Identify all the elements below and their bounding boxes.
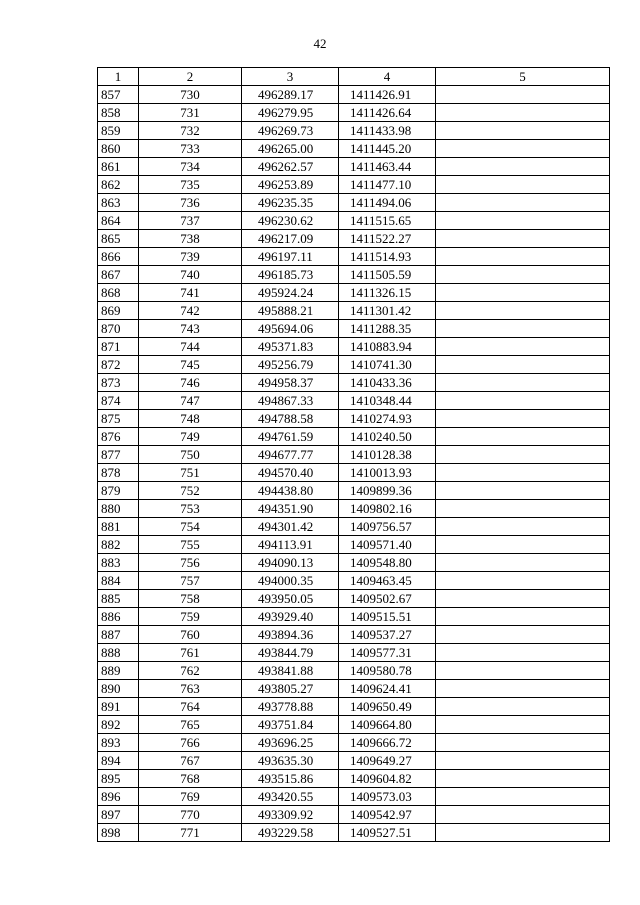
table-row	[98, 158, 610, 176]
cell-coordinate-x: 494113.91	[242, 536, 339, 554]
table-row	[98, 662, 610, 680]
cell-coordinate-x: 494351.90	[242, 500, 339, 518]
cell-point-number: 879	[98, 482, 139, 500]
cell-note	[436, 770, 610, 788]
table-header	[98, 68, 610, 86]
cell-note	[436, 806, 610, 824]
cell-coordinate-y: 1409542.97	[339, 806, 436, 824]
cell-point-number: 884	[98, 572, 139, 590]
cell-coordinate-x: 494301.42	[242, 518, 339, 536]
table-row	[98, 230, 610, 248]
cell-vertex-number: 771	[139, 824, 242, 842]
cell-vertex-number: 765	[139, 716, 242, 734]
cell-coordinate-x: 493635.30	[242, 752, 339, 770]
cell-vertex-number: 731	[139, 104, 242, 122]
cell-coordinate-x: 496253.89	[242, 176, 339, 194]
table-row	[98, 338, 610, 356]
cell-point-number: 876	[98, 428, 139, 446]
cell-vertex-number: 757	[139, 572, 242, 590]
cell-point-number: 886	[98, 608, 139, 626]
table-row	[98, 554, 610, 572]
cell-coordinate-x: 496262.57	[242, 158, 339, 176]
cell-coordinate-y: 1411505.59	[339, 266, 436, 284]
cell-note	[436, 158, 610, 176]
cell-point-number: 873	[98, 374, 139, 392]
cell-vertex-number: 754	[139, 518, 242, 536]
cell-note	[436, 482, 610, 500]
table-row	[98, 86, 610, 104]
cell-point-number: 865	[98, 230, 139, 248]
table-row	[98, 824, 610, 842]
cell-vertex-number: 733	[139, 140, 242, 158]
cell-coordinate-x: 494438.80	[242, 482, 339, 500]
cell-coordinate-y: 1411522.27	[339, 230, 436, 248]
cell-coordinate-y: 1410128.38	[339, 446, 436, 464]
cell-point-number: 869	[98, 302, 139, 320]
cell-vertex-number: 744	[139, 338, 242, 356]
cell-coordinate-x: 496197.11	[242, 248, 339, 266]
cell-coordinate-x: 493894.36	[242, 626, 339, 644]
table-row	[98, 482, 610, 500]
cell-note	[436, 536, 610, 554]
cell-coordinate-y: 1409650.49	[339, 698, 436, 716]
cell-vertex-number: 741	[139, 284, 242, 302]
table-row	[98, 752, 610, 770]
cell-note	[436, 338, 610, 356]
table-row	[98, 410, 610, 428]
cell-note	[436, 662, 610, 680]
column-header-5: 5	[436, 68, 610, 86]
cell-note	[436, 374, 610, 392]
cell-vertex-number: 751	[139, 464, 242, 482]
cell-coordinate-x: 494761.59	[242, 428, 339, 446]
cell-vertex-number: 739	[139, 248, 242, 266]
cell-note	[436, 824, 610, 842]
cell-note	[436, 302, 610, 320]
cell-note	[436, 320, 610, 338]
cell-coordinate-y: 1409624.41	[339, 680, 436, 698]
table-row	[98, 770, 610, 788]
cell-coordinate-y: 1409515.51	[339, 608, 436, 626]
cell-coordinate-x: 496230.62	[242, 212, 339, 230]
cell-coordinate-y: 1410883.94	[339, 338, 436, 356]
cell-coordinate-x: 496269.73	[242, 122, 339, 140]
cell-note	[436, 500, 610, 518]
cell-vertex-number: 746	[139, 374, 242, 392]
cell-vertex-number: 743	[139, 320, 242, 338]
table-row	[98, 266, 610, 284]
cell-coordinate-y: 1409548.80	[339, 554, 436, 572]
cell-vertex-number: 750	[139, 446, 242, 464]
table-row	[98, 392, 610, 410]
cell-vertex-number: 755	[139, 536, 242, 554]
cell-coordinate-y: 1411426.91	[339, 86, 436, 104]
cell-point-number: 896	[98, 788, 139, 806]
table-row	[98, 680, 610, 698]
cell-point-number: 870	[98, 320, 139, 338]
table-row	[98, 500, 610, 518]
cell-vertex-number: 756	[139, 554, 242, 572]
cell-point-number: 892	[98, 716, 139, 734]
cell-coordinate-x: 493929.40	[242, 608, 339, 626]
column-header-4: 4	[339, 68, 436, 86]
cell-coordinate-y: 1409664.80	[339, 716, 436, 734]
cell-note	[436, 392, 610, 410]
table-row	[98, 428, 610, 446]
cell-note	[436, 356, 610, 374]
cell-coordinate-x: 493778.88	[242, 698, 339, 716]
cell-vertex-number: 748	[139, 410, 242, 428]
cell-point-number: 859	[98, 122, 139, 140]
table-row	[98, 572, 610, 590]
table-row	[98, 734, 610, 752]
table-row	[98, 536, 610, 554]
table-row	[98, 302, 610, 320]
cell-coordinate-x: 493844.79	[242, 644, 339, 662]
cell-coordinate-y: 1411288.35	[339, 320, 436, 338]
cell-point-number: 882	[98, 536, 139, 554]
table-row	[98, 374, 610, 392]
cell-coordinate-x: 496235.35	[242, 194, 339, 212]
cell-coordinate-y: 1409537.27	[339, 626, 436, 644]
cell-vertex-number: 760	[139, 626, 242, 644]
cell-coordinate-y: 1409573.03	[339, 788, 436, 806]
cell-point-number: 866	[98, 248, 139, 266]
cell-vertex-number: 770	[139, 806, 242, 824]
cell-note	[436, 608, 610, 626]
cell-vertex-number: 740	[139, 266, 242, 284]
cell-coordinate-y: 1411301.42	[339, 302, 436, 320]
cell-coordinate-x: 493696.25	[242, 734, 339, 752]
cell-note	[436, 626, 610, 644]
cell-vertex-number: 730	[139, 86, 242, 104]
cell-vertex-number: 737	[139, 212, 242, 230]
cell-coordinate-y: 1410274.93	[339, 410, 436, 428]
cell-coordinate-x: 493420.55	[242, 788, 339, 806]
cell-note	[436, 140, 610, 158]
cell-coordinate-x: 494000.35	[242, 572, 339, 590]
cell-note	[436, 734, 610, 752]
table-row	[98, 122, 610, 140]
cell-point-number: 877	[98, 446, 139, 464]
cell-coordinate-x: 496265.00	[242, 140, 339, 158]
cell-vertex-number: 764	[139, 698, 242, 716]
cell-vertex-number: 762	[139, 662, 242, 680]
cell-coordinate-x: 496217.09	[242, 230, 339, 248]
cell-note	[436, 194, 610, 212]
cell-coordinate-x: 496185.73	[242, 266, 339, 284]
cell-vertex-number: 742	[139, 302, 242, 320]
cell-vertex-number: 732	[139, 122, 242, 140]
cell-note	[436, 590, 610, 608]
cell-coordinate-x: 494867.33	[242, 392, 339, 410]
cell-coordinate-y: 1409802.16	[339, 500, 436, 518]
cell-coordinate-x: 493309.92	[242, 806, 339, 824]
cell-coordinate-y: 1409580.78	[339, 662, 436, 680]
cell-coordinate-y: 1410348.44	[339, 392, 436, 410]
cell-vertex-number: 767	[139, 752, 242, 770]
cell-point-number: 863	[98, 194, 139, 212]
cell-vertex-number: 769	[139, 788, 242, 806]
cell-coordinate-x: 493805.27	[242, 680, 339, 698]
cell-coordinate-y: 1411426.64	[339, 104, 436, 122]
cell-note	[436, 428, 610, 446]
table-row	[98, 194, 610, 212]
table-row	[98, 608, 610, 626]
cell-point-number: 885	[98, 590, 139, 608]
cell-coordinate-x: 494677.77	[242, 446, 339, 464]
cell-note	[436, 698, 610, 716]
table-row	[98, 104, 610, 122]
cell-note	[436, 446, 610, 464]
table-row	[98, 644, 610, 662]
column-header-2: 2	[139, 68, 242, 86]
table-row	[98, 626, 610, 644]
cell-point-number: 889	[98, 662, 139, 680]
cell-coordinate-x: 494788.58	[242, 410, 339, 428]
cell-coordinate-x: 494090.13	[242, 554, 339, 572]
cell-coordinate-y: 1409502.67	[339, 590, 436, 608]
cell-point-number: 857	[98, 86, 139, 104]
column-header-1: 1	[98, 68, 139, 86]
cell-point-number: 881	[98, 518, 139, 536]
cell-point-number: 898	[98, 824, 139, 842]
cell-point-number: 867	[98, 266, 139, 284]
header-row	[98, 68, 610, 86]
cell-vertex-number: 734	[139, 158, 242, 176]
table-body	[98, 86, 610, 842]
page-number: 42	[313, 36, 327, 51]
cell-point-number: 890	[98, 680, 139, 698]
cell-point-number: 893	[98, 734, 139, 752]
cell-vertex-number: 735	[139, 176, 242, 194]
cell-coordinate-y: 1411477.10	[339, 176, 436, 194]
cell-point-number: 888	[98, 644, 139, 662]
cell-note	[436, 572, 610, 590]
cell-coordinate-x: 496289.17	[242, 86, 339, 104]
cell-coordinate-y: 1411433.98	[339, 122, 436, 140]
cell-point-number: 868	[98, 284, 139, 302]
cell-point-number: 887	[98, 626, 139, 644]
table-row	[98, 716, 610, 734]
cell-note	[436, 212, 610, 230]
cell-coordinate-y: 1409604.82	[339, 770, 436, 788]
cell-note	[436, 464, 610, 482]
cell-coordinate-x: 495694.06	[242, 320, 339, 338]
cell-note	[436, 284, 610, 302]
cell-point-number: 864	[98, 212, 139, 230]
cell-point-number: 860	[98, 140, 139, 158]
cell-point-number: 862	[98, 176, 139, 194]
cell-note	[436, 788, 610, 806]
cell-vertex-number: 763	[139, 680, 242, 698]
table-row	[98, 176, 610, 194]
cell-point-number: 878	[98, 464, 139, 482]
table-row	[98, 464, 610, 482]
cell-coordinate-y: 1409666.72	[339, 734, 436, 752]
cell-coordinate-x: 493841.88	[242, 662, 339, 680]
cell-coordinate-y: 1409899.36	[339, 482, 436, 500]
cell-note	[436, 554, 610, 572]
column-header-3: 3	[242, 68, 339, 86]
cell-note	[436, 176, 610, 194]
cell-coordinate-x: 494570.40	[242, 464, 339, 482]
cell-vertex-number: 759	[139, 608, 242, 626]
cell-point-number: 875	[98, 410, 139, 428]
cell-point-number: 858	[98, 104, 139, 122]
cell-coordinate-x: 493229.58	[242, 824, 339, 842]
cell-point-number: 883	[98, 554, 139, 572]
cell-coordinate-y: 1409527.51	[339, 824, 436, 842]
cell-vertex-number: 761	[139, 644, 242, 662]
cell-coordinate-y: 1409649.27	[339, 752, 436, 770]
cell-point-number: 861	[98, 158, 139, 176]
cell-coordinate-x: 493751.84	[242, 716, 339, 734]
cell-point-number: 891	[98, 698, 139, 716]
cell-coordinate-y: 1410433.36	[339, 374, 436, 392]
cell-point-number: 872	[98, 356, 139, 374]
cell-coordinate-y: 1411463.44	[339, 158, 436, 176]
cell-coordinate-x: 496279.95	[242, 104, 339, 122]
table-row	[98, 806, 610, 824]
cell-coordinate-x: 495371.83	[242, 338, 339, 356]
cell-coordinate-y: 1409756.57	[339, 518, 436, 536]
cell-coordinate-x: 495888.21	[242, 302, 339, 320]
cell-point-number: 894	[98, 752, 139, 770]
cell-vertex-number: 752	[139, 482, 242, 500]
cell-vertex-number: 758	[139, 590, 242, 608]
cell-coordinate-x: 495924.24	[242, 284, 339, 302]
table-row	[98, 590, 610, 608]
table-row	[98, 212, 610, 230]
cell-note	[436, 248, 610, 266]
cell-note	[436, 266, 610, 284]
table-row	[98, 320, 610, 338]
table-row	[98, 356, 610, 374]
cell-note	[436, 752, 610, 770]
cell-coordinate-y: 1411326.15	[339, 284, 436, 302]
cell-note	[436, 410, 610, 428]
cell-coordinate-y: 1410013.93	[339, 464, 436, 482]
cell-vertex-number: 738	[139, 230, 242, 248]
cell-coordinate-y: 1410741.30	[339, 356, 436, 374]
cell-note	[436, 680, 610, 698]
cell-note	[436, 86, 610, 104]
cell-point-number: 895	[98, 770, 139, 788]
cell-point-number: 871	[98, 338, 139, 356]
cell-coordinate-y: 1410240.50	[339, 428, 436, 446]
cell-note	[436, 716, 610, 734]
cell-vertex-number: 768	[139, 770, 242, 788]
cell-vertex-number: 749	[139, 428, 242, 446]
cell-coordinate-x: 493515.86	[242, 770, 339, 788]
cell-point-number: 874	[98, 392, 139, 410]
cell-vertex-number: 745	[139, 356, 242, 374]
cell-note	[436, 104, 610, 122]
cell-note	[436, 644, 610, 662]
table-row	[98, 518, 610, 536]
table-row	[98, 788, 610, 806]
cell-vertex-number: 753	[139, 500, 242, 518]
table-row	[98, 698, 610, 716]
table-row	[98, 446, 610, 464]
cell-coordinate-y: 1411445.20	[339, 140, 436, 158]
cell-coordinate-y: 1411514.93	[339, 248, 436, 266]
cell-point-number: 880	[98, 500, 139, 518]
cell-coordinate-y: 1411515.65	[339, 212, 436, 230]
cell-coordinate-y: 1409577.31	[339, 644, 436, 662]
cell-coordinate-x: 493950.05	[242, 590, 339, 608]
cell-vertex-number: 747	[139, 392, 242, 410]
cell-vertex-number: 766	[139, 734, 242, 752]
cell-point-number: 897	[98, 806, 139, 824]
cell-coordinate-y: 1411494.06	[339, 194, 436, 212]
table-row	[98, 140, 610, 158]
cell-note	[436, 122, 610, 140]
cell-vertex-number: 736	[139, 194, 242, 212]
table-row	[98, 284, 610, 302]
table-row	[98, 248, 610, 266]
cell-coordinate-x: 494958.37	[242, 374, 339, 392]
coordinates-table	[97, 67, 610, 842]
cell-coordinate-y: 1409571.40	[339, 536, 436, 554]
cell-note	[436, 518, 610, 536]
cell-coordinate-y: 1409463.45	[339, 572, 436, 590]
cell-coordinate-x: 495256.79	[242, 356, 339, 374]
cell-note	[436, 230, 610, 248]
